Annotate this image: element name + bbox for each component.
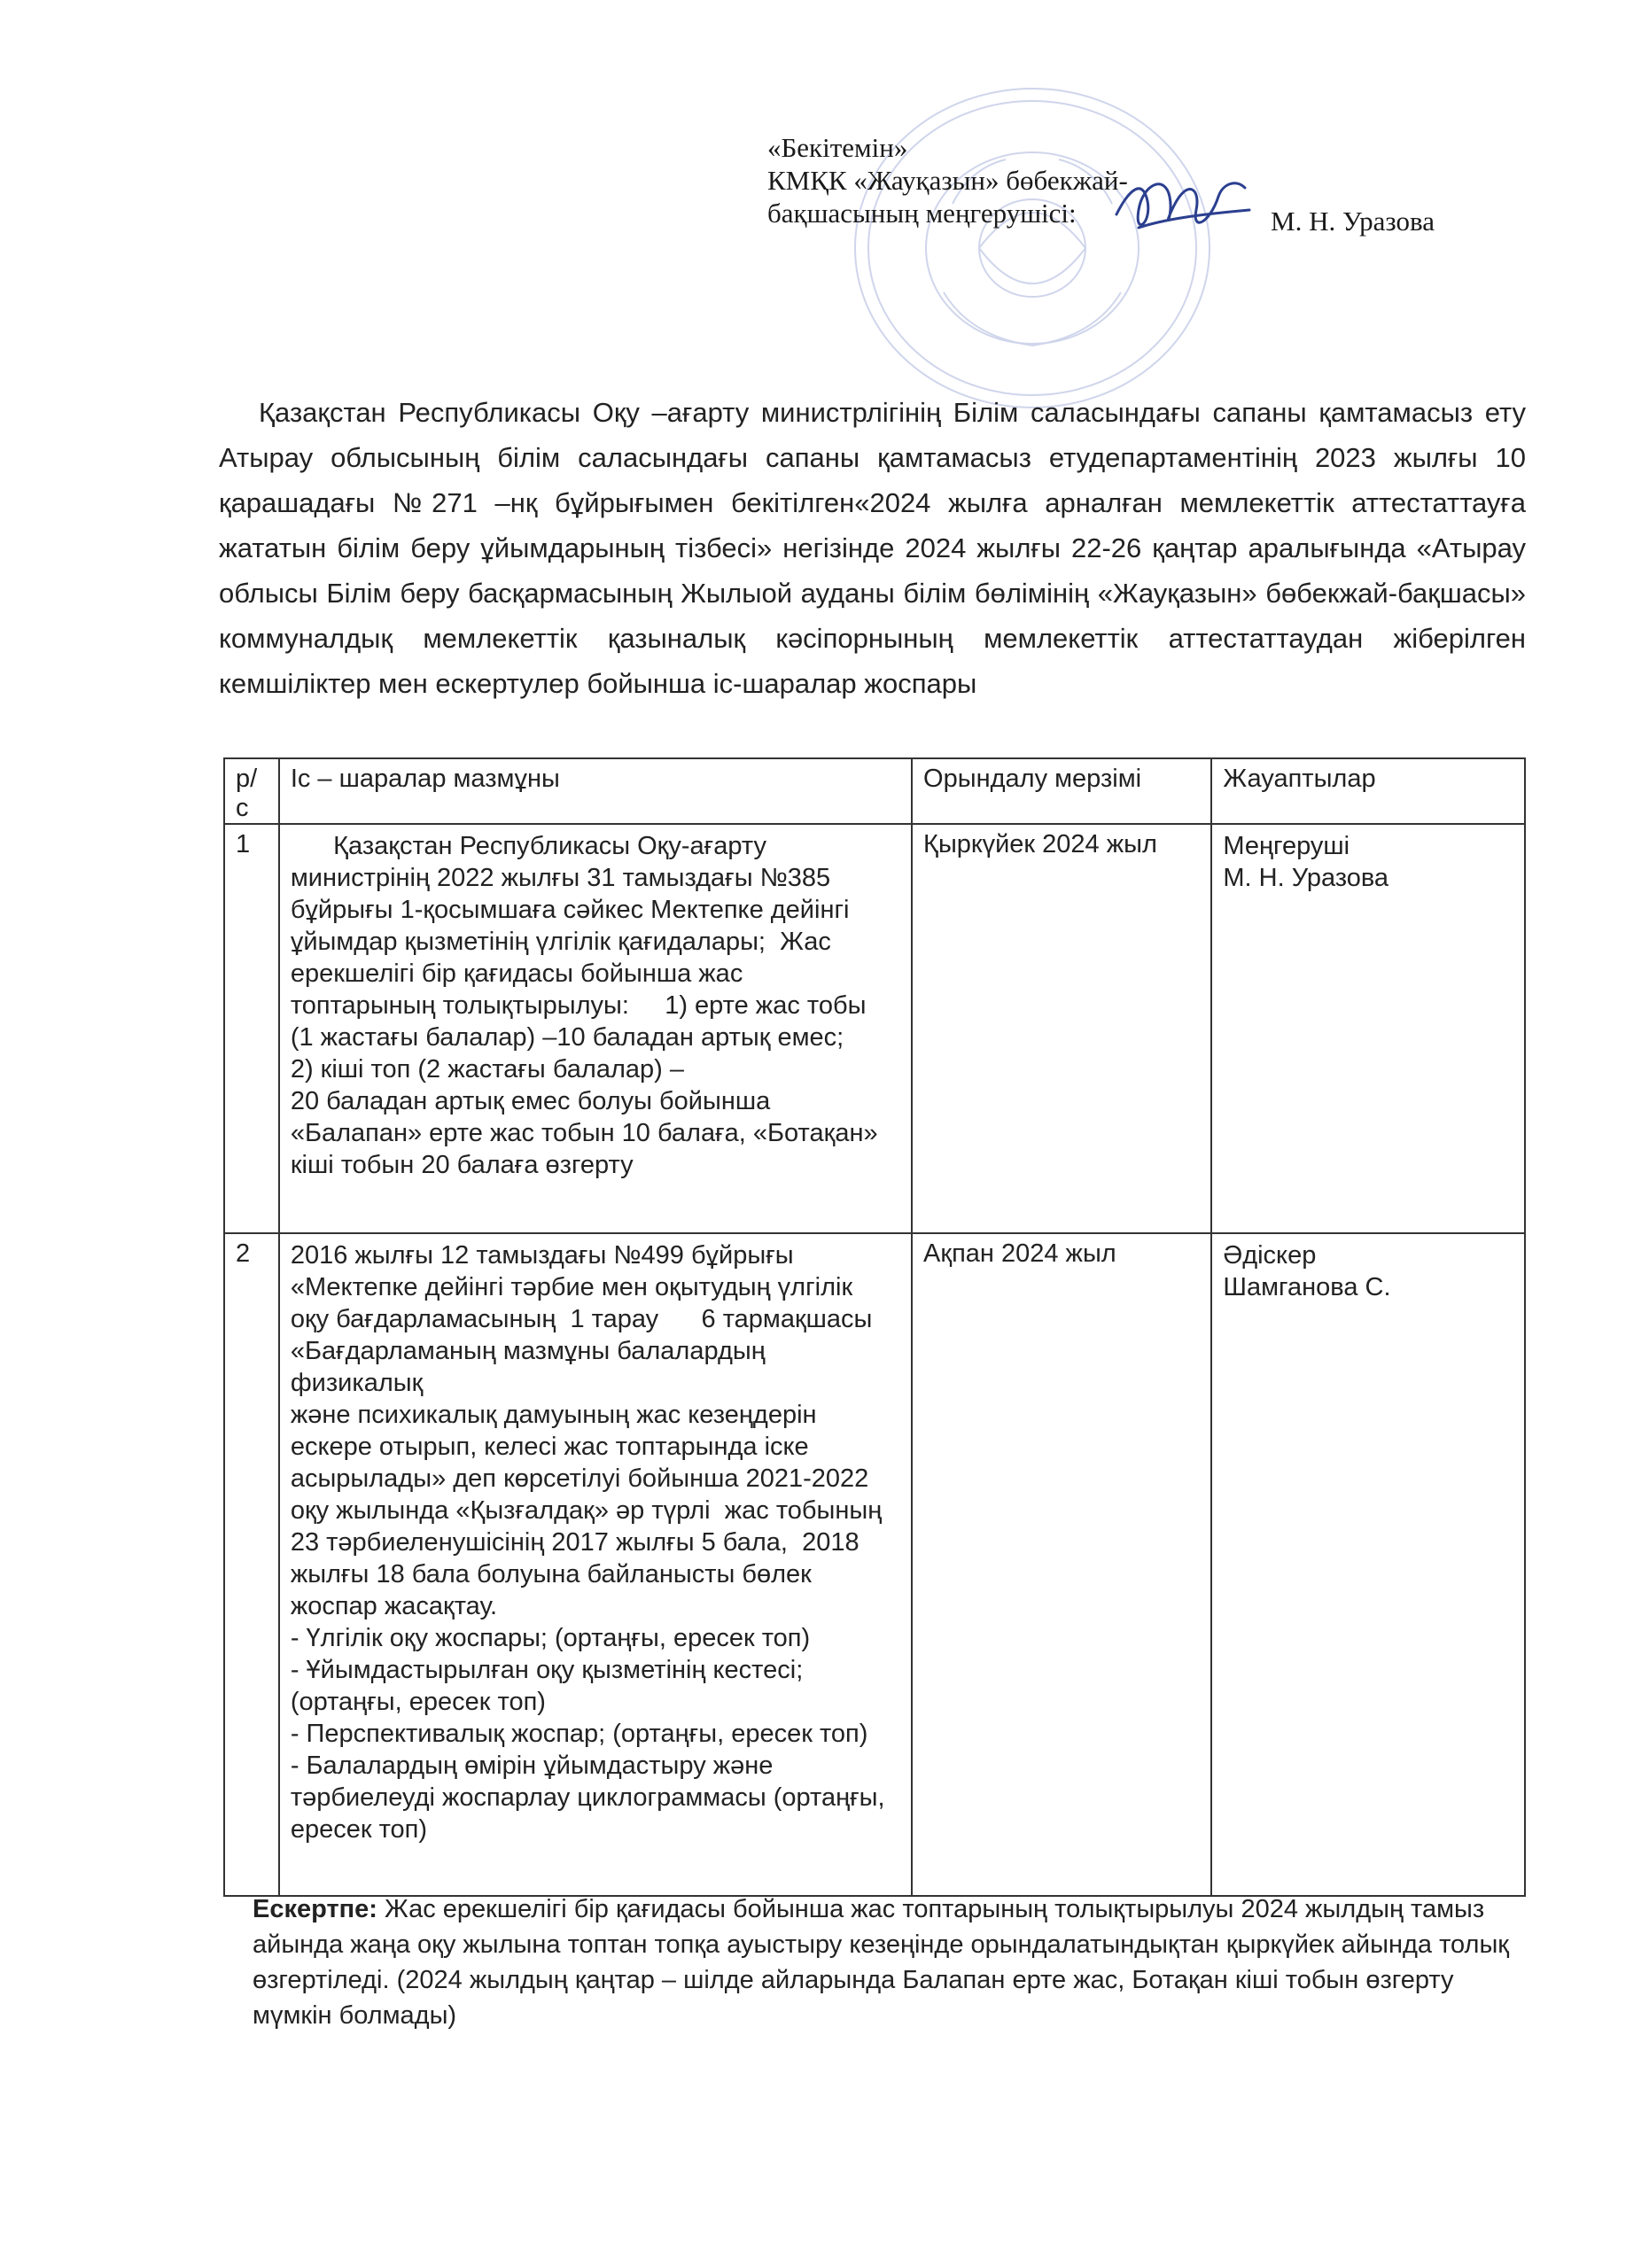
table-row bbox=[224, 1233, 1525, 1896]
content-line: 2016 жылғы 12 тамыздағы №499 бұйрығы bbox=[290, 1241, 794, 1270]
header-num: р/с bbox=[224, 758, 279, 824]
responsible-name: Шамганова С. bbox=[1223, 1273, 1391, 1301]
note-text: Жас ерекшелігі бір қағидасы бойынша жас топтарының толықтырылуы 2024 жылдың тамыз айында жаңа оқу жылына топтан топқа ауыстыру кезеңінде орындалатындықтан қыркүйек айында толық өзгертіледі. (2024 жылдың қаңтар – шілде айларында Балапан ерте жас, Ботақан кіші тобын өзгерту мүмкін болмады) bbox=[253, 1895, 1509, 2030]
content-line: оқу бағдарламасының 1 тарау 6 тармақшасы bbox=[290, 1305, 873, 1333]
content-line: - Үлгілік оқу жоспары; (ортаңғы, ересек топ) bbox=[290, 1624, 811, 1652]
content-line: «Балапан» ерте жас тобын 10 балаға, «Ботақан» bbox=[290, 1119, 878, 1147]
responsible-position: Әдіскер bbox=[1223, 1241, 1317, 1270]
approval-title: «Бекітемін» bbox=[767, 132, 908, 163]
content-line: тәрбиелеуді жоспарлау циклограммасы (ортаңғы, bbox=[290, 1783, 885, 1812]
header-date: Орындалу мерзімі bbox=[912, 758, 1211, 824]
content-line: және психикалық дамуының жас кезеңдерін bbox=[290, 1401, 817, 1429]
row-date: Қыркүйек 2024 жыл bbox=[912, 824, 1211, 1233]
content-line: «Бағдарламаның мазмұны балалардың физикалық bbox=[290, 1337, 773, 1397]
content-line: - Ұйымдастырылған оқу қызметінің кестесі; bbox=[290, 1656, 804, 1684]
row-content bbox=[279, 1233, 912, 1896]
content-line: оқу жылында «Қызғалдақ» әр түрлі жас тобының bbox=[290, 1496, 883, 1525]
content-line: топтарының толықтырылуы: 1) ерте жас тобы bbox=[290, 991, 867, 1020]
content-line: ересек топ) bbox=[290, 1815, 428, 1844]
header-responsible: Жауаптылар bbox=[1211, 758, 1525, 824]
approver-name: М. Н. Уразова bbox=[1271, 206, 1435, 237]
content-line: (1 жастағы балалар) –10 баладан артық емес; bbox=[290, 1023, 844, 1052]
row-num: 2 bbox=[224, 1233, 279, 1896]
approval-organization: КМҚК «Жауқазын» бөбекжай- bbox=[767, 165, 1128, 196]
content-line: ерекшелігі бір қағидасы бойынша жас bbox=[290, 959, 743, 988]
content-line: «Мектепке дейінгі тәрбие мен оқытудың үлгілік bbox=[290, 1273, 853, 1301]
row-content bbox=[279, 824, 912, 1233]
content-line: министрінің 2022 жылғы 31 тамыздағы №385 bbox=[290, 864, 831, 892]
table-header-row bbox=[224, 758, 1525, 824]
table-row bbox=[224, 824, 1525, 1233]
content-line: асырылады» деп көрсетілуі бойынша 2021-2022 bbox=[290, 1464, 869, 1493]
content-line: Қазақстан Республикасы Оқу-ағарту bbox=[290, 832, 766, 860]
row-responsible bbox=[1211, 824, 1525, 1233]
content-line: 23 тәрбиеленушісінің 2017 жылғы 5 бала, 2018 bbox=[290, 1528, 860, 1557]
content-line: - Балалардың өмірін ұйымдастыру және bbox=[290, 1751, 774, 1780]
row-num: 1 bbox=[224, 824, 279, 1233]
content-line: жоспар жасақтау. bbox=[290, 1592, 498, 1620]
note-paragraph bbox=[253, 1891, 1528, 2033]
content-line: ескере отырып, келесі жас топтарында іске bbox=[290, 1433, 809, 1461]
row-responsible bbox=[1211, 1233, 1525, 1896]
responsible-name: М. Н. Уразова bbox=[1223, 864, 1389, 892]
document-intro: Қазақстан Республикасы Оқу –ағарту министрлігінің Білім саласындағы сапаны қамтамасыз ету Атырау облысының білім саласындағы сапаны қамтамасыз етудепартаментінің 2023 жылғы 10 қарашадағы №271 –нқ бұйрығымен бекітілген«2024 жылға арналған мемлекеттік аттестаттауға жататын білім беру ұйымдарының тізбесі» негізінде 2024 жылғы 22-26 қаңтар аралығында «Атырау облысы Білім беру басқармасының Жылыой ауданы білім бөлімінің «Жауқазын» бөбекжай-бақшасы» коммуналдық мемлекеттік қазыналық кәсіпорнының мемлекеттік аттестаттаудан жіберілген кемшіліктер мен ескертулер бойынша іс-шаралар жоспары bbox=[219, 397, 1526, 699]
note-label: Ескертпе: bbox=[253, 1895, 377, 1923]
content-line: бұйрығы 1-қосымшаға сәйкес Мектепке дейінгі bbox=[290, 896, 850, 924]
approval-position: бақшасының меңгерушісі: bbox=[767, 198, 1077, 229]
content-line: 2) кіші топ (2 жастағы балалар) – bbox=[290, 1055, 684, 1084]
content-line: - Перспективалық жоспар; (ортаңғы, ересек топ) bbox=[290, 1720, 868, 1748]
content-line: ұйымдар қызметінің үлгілік қағидалары; Жас bbox=[290, 928, 831, 956]
content-line: (ортаңғы, ересек топ) bbox=[290, 1688, 546, 1716]
action-plan-table bbox=[223, 757, 1526, 1897]
responsible-position: Меңгеруші bbox=[1223, 832, 1350, 860]
row-date: Ақпан 2024 жыл bbox=[912, 1233, 1211, 1896]
content-line: жылғы 18 бала болуына байланысты бөлек bbox=[290, 1560, 812, 1588]
content-line: кіші тобын 20 балаға өзгерту bbox=[290, 1151, 634, 1179]
header-content: Іс – шаралар мазмұны bbox=[279, 758, 912, 824]
content-line: 20 баладан артық емес болуы бойынша bbox=[290, 1087, 771, 1115]
